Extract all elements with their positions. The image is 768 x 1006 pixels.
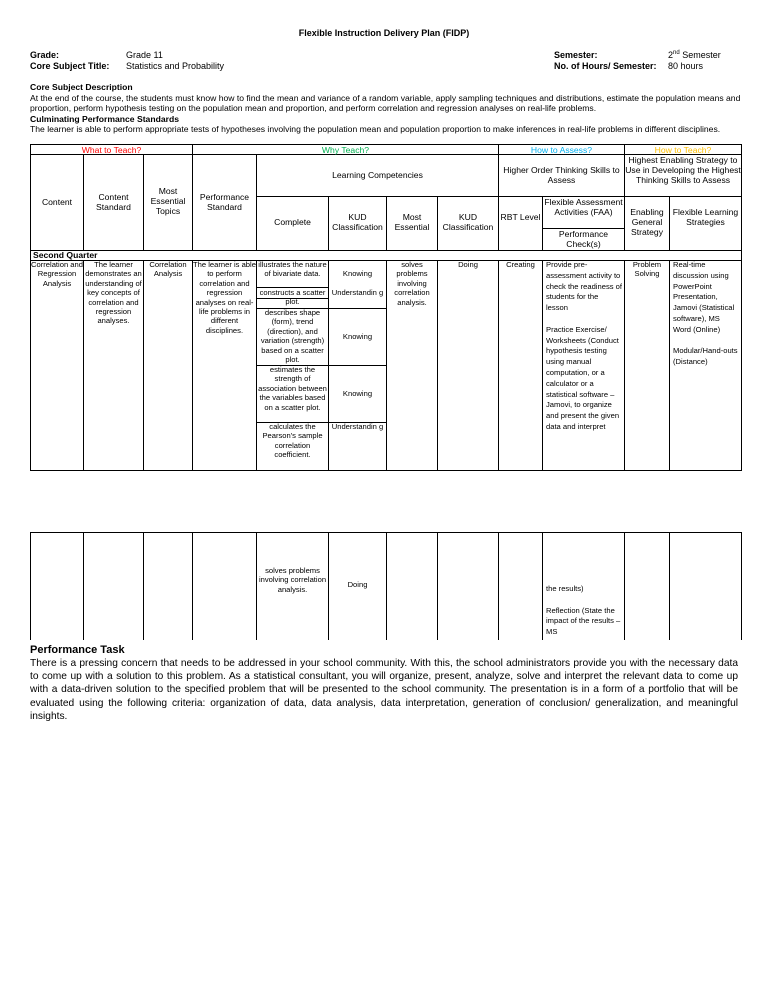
row2-faa [546,584,622,638]
header-faa: Flexible Assessment Activities (FAA) [544,197,623,217]
faa-item-2: Practice Exercise/ Worksheets (Conduct hypothesis testing using manual computation, or a calculator or a statistical software – Jamovi, to organize and present the given data and interpret [546,324,620,431]
header-learning-competencies: Learning Competencies [332,170,423,180]
grade-label: Grade: [30,50,60,60]
faa-item-1: Provide pre-assessment activity to check the readiness of students for the lesson [546,260,622,313]
row-content-standard: The learner demonstrates an understanding of key concepts of correlation and regression analyses. [85,260,142,326]
core-description [30,82,742,135]
competency-4: estimates the strength of association between the variables based on a scatter plot. [258,365,327,412]
row-content: Correlation and Regression Analysis [31,260,83,288]
header-highest-strategy: Highest Enabling Strategy to Use in Developing the Highest Thinking Skills to Assess [625,155,741,185]
subject-label: Core Subject Title: [30,61,110,71]
competency-1-kud: Knowing [342,269,373,278]
fidp-table-continued [0,532,768,640]
row-enabling: Problem Solving [632,260,662,279]
header-complete: Complete [274,217,311,227]
header-kud-2: KUD Classification [442,212,494,232]
performance-task-text: There is a pressing concern that needs to be addressed in your school community. With this, the school administrators provide you with the necessary data to come up with a solution to this problem. As a statistical consultant, you will organize, present, analyze, solve and interpret the relevant data to come up with a data-driven solution to the specified problem that will be presented to the school community. The presentation is in a form of a portfolio that will be evaluated using the following criteria: organization of data, data analysis, data interpretation, generation of conclusion/ generalization, and meaningful insights. [30,658,738,722]
hours-label: No. of Hours/ Semester: [554,61,657,71]
row2-kud: Doing [347,580,368,589]
description-heading: Core Subject Description [30,82,133,92]
header-rbt: RBT Level [500,212,541,222]
header-content-standard: Content Standard [96,192,131,212]
grade-value: Grade 11 [126,50,163,60]
competency-5-kud: Understandin g [331,422,384,431]
row-performance-standard: The learner is able to perform correlation and regression analyses on real-life problems in different disciplines. [193,260,256,335]
description-text: At the end of the course, the students must know how to find the mean and variance of a random variable, apply sampling techniques and distributions, estimate the population means and proportion, perform hypothesis testing on the population mean and proportion, and perform correlation and regression analyses on real-life problems. [30,92,741,113]
row2-faa-item-2: Reflection (State the impact of the results – MS [546,605,621,637]
competency-3-kud: Knowing [342,332,373,341]
flexible-item-1: Real-time discussion using PowerPoint Presentation, Jamovi (Statistical software), MS Word (Online) [673,260,735,334]
header-performance-check: Performance Check(s) [558,229,609,249]
group-why-teach: Why Teach? [321,145,370,155]
group-what-to-teach: What to Teach? [81,145,142,155]
row2-faa-item-1: the results) [546,584,584,593]
row-topics: Correlation Analysis [149,260,187,279]
header-flexible-strategies: Flexible Learning Strategies [672,207,739,227]
competency-5: calculates the Pearson's sample correlation coefficient. [262,422,323,460]
quarter-label: Second Quarter [33,250,98,260]
row2-competency: solves problems involving correlation analysis. [258,566,327,594]
flexible-item-2: Modular/Hand-outs (Distance) [673,346,738,367]
hours-value: 80 hours [668,61,704,71]
standards-heading: Culminating Performance Standards [30,113,179,124]
header-enabling-strategy: Enabling General Strategy [630,207,664,237]
subject-value: Statistics and Probability [126,61,225,71]
competency-3: describes shape (form), trend (direction), and variation (strength) based on a scatter plot. [260,308,325,365]
header-content: Content [41,197,73,207]
group-how-to-teach: How to Teach? [654,145,712,155]
competency-1: illustrates the nature of bivariate data. [258,260,327,279]
header-kud-1: KUD Classification [332,212,383,232]
header-hots: Higher Order Thinking Skills to Assess [503,165,620,185]
row-rbt: Creating [506,260,535,269]
group-how-to-assess: How to Assess? [530,145,593,155]
competency-4-kud: Knowing [342,389,373,398]
header-performance-standard: Performance Standard [199,192,250,212]
row-flexible [673,260,739,368]
standards-text: The learner is able to perform appropriate tests of hypotheses involving the population mean and population proportion to make inferences in real-life problems in different disciplines. [30,124,721,134]
header-most-essential: Most Essential [394,212,430,232]
semester-label: Semester: [554,50,598,60]
row-faa [546,260,622,433]
semester-value: 2nd Semester [668,50,721,60]
competency-2: constructs a scatter plot. [259,288,326,307]
performance-task-heading: Performance Task [30,644,125,656]
header-most-essential-topics: Most Essential Topics [150,186,186,216]
row-most-essential: solves problems involving correlation analysis. [394,260,430,307]
row-kud-2: Doing [458,260,478,269]
page-title: Flexible Instruction Delivery Plan (FIDP) [298,28,470,38]
competency-2-kud: Understandin g [331,288,384,297]
